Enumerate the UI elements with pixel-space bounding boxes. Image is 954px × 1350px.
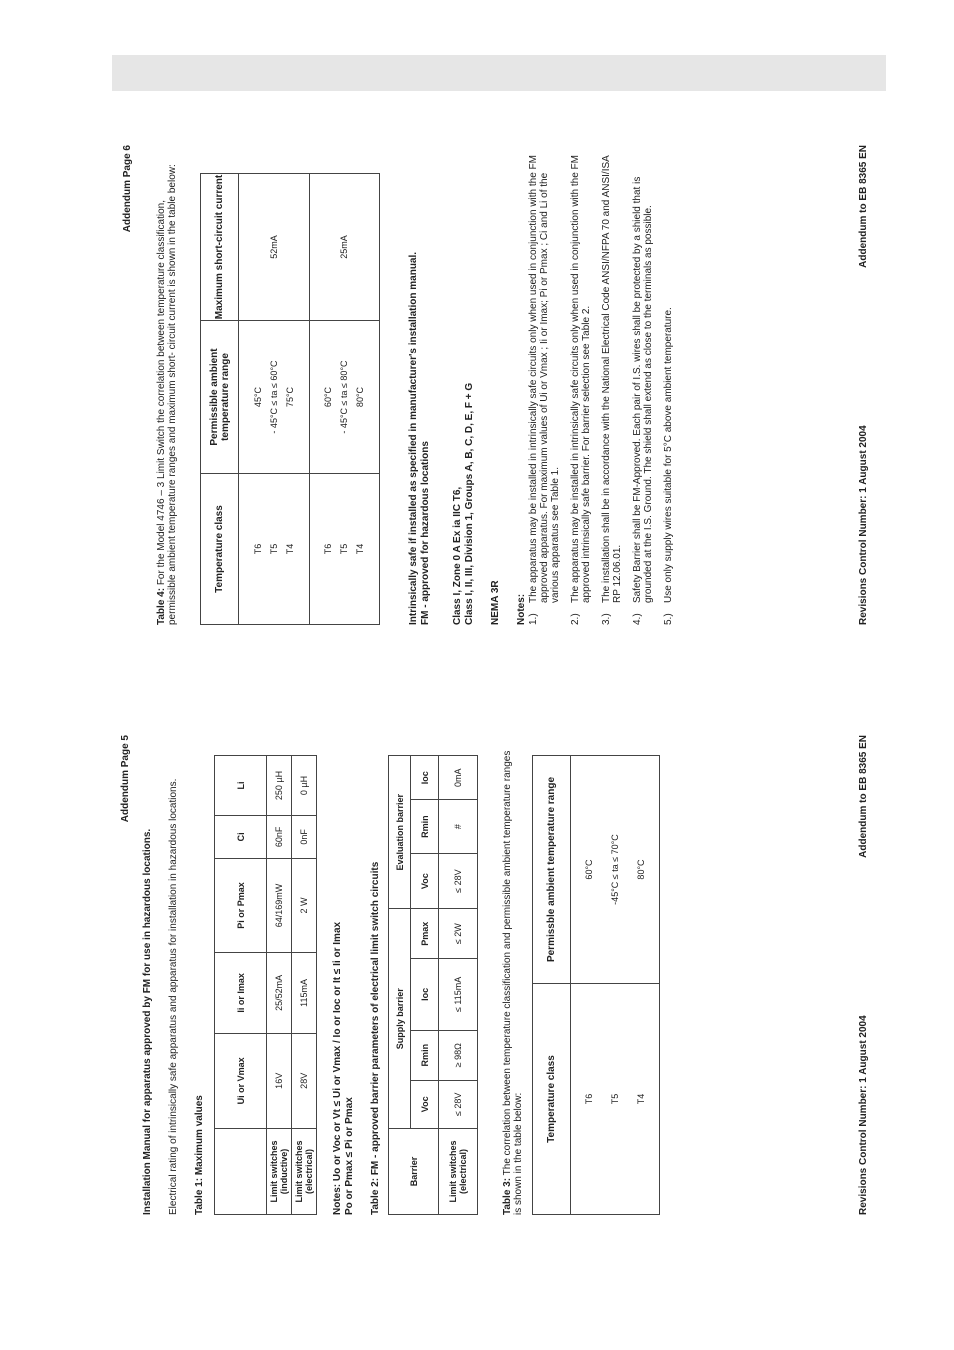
note-number: 4.) — [632, 613, 643, 625]
table2-subheader: Ioc — [411, 756, 439, 800]
table1-header-li: Li — [215, 756, 267, 816]
table2-subheader: Voc — [411, 1080, 439, 1128]
nema-rating: NEMA 3R — [490, 580, 501, 625]
table-row — [292, 756, 317, 1215]
footer-right: Addendum to EB 8365 EN — [858, 735, 869, 858]
table2-subheader: Ioc — [411, 958, 439, 1030]
table1-cell: 0 µH — [292, 756, 317, 816]
table1-title: Table 1: Maximum values — [194, 1095, 205, 1215]
table1-cell: 16V — [267, 1033, 292, 1128]
note-text: The apparatus may be installed in intrinsically safe circuits only when used in conjunction with the FM approved apparatus. For maximum values of Ui or Vmax ; Ii or Imax; Pi or Pmax ; Ci and Li of the various apparatus see Table 1. — [528, 155, 561, 603]
table3-label: Table 3: — [502, 1177, 513, 1215]
table4-current: 25mA — [309, 174, 380, 321]
safe-line-1: Intrinsically safe if installed as specified in manufacturer's installation manual. — [408, 251, 419, 625]
note-text: Use only supply wires suitable for 5°C above ambient temperature. — [663, 307, 674, 603]
table4-class: T6 — [252, 543, 263, 555]
class-line-2: Class I, II, III, Division 1, Groups A, B, C, D, E, F + G — [464, 382, 475, 625]
table2-cell: # — [439, 800, 478, 853]
table4-range: 60°C — [323, 386, 334, 408]
table2-subheader: Pmax — [411, 909, 439, 959]
header-band — [112, 55, 886, 91]
table1-header-pi: Pi or Pmax — [215, 858, 267, 952]
list-item — [632, 145, 654, 625]
table3-header-range: Permissble ambient temperature range — [533, 756, 571, 984]
notes-line-1: Notes: Uo or Voc or Vt ≤ Ui or Vmax / Io or Ioc or It ≤ Ii or Imax — [332, 921, 343, 1215]
table3-class: T6 — [584, 1093, 594, 1105]
list-item — [528, 145, 561, 625]
table1-cell: 25/52mA — [267, 953, 292, 1033]
table3-title — [502, 745, 524, 1215]
table2 — [388, 755, 478, 1215]
table3-text: The correlation between temperature classification and permissible ambient temperature ranges is shown in the table below: — [502, 750, 524, 1215]
safe-line-2: FM - approved for hazardous locations — [420, 441, 431, 625]
note-number: 1.) — [528, 613, 539, 625]
table2-subheader: Voc — [411, 853, 439, 909]
note-number: 2.) — [570, 613, 581, 625]
table1-cell: 250 µH — [267, 756, 292, 816]
table2-cell: ≤ 28V — [439, 1080, 478, 1128]
table1-header-ui: Ui or Vmax — [215, 1033, 267, 1128]
page-6 — [122, 145, 878, 625]
table2-cell: ≤ 115mA — [439, 958, 478, 1030]
notes-list — [528, 145, 683, 625]
table2-row-label: Limit switches (electrical) — [439, 1129, 478, 1215]
table3-header-class: Temperature class — [533, 984, 571, 1215]
list-item — [570, 145, 592, 625]
note-number: 3.) — [601, 613, 612, 625]
footer-left: Revisions Control Number: 1 August 2004 — [858, 425, 869, 625]
table2-cell: 0mA — [439, 756, 478, 800]
table1-row-label: Limit switches (electrical) — [292, 1129, 317, 1215]
table1-cell: 0nF — [292, 816, 317, 859]
table1-header-ci: Ci — [215, 816, 267, 859]
page-header: Addendum Page 5 — [120, 735, 131, 823]
table1-cell: 60nF — [267, 816, 292, 859]
table4 — [200, 173, 380, 625]
table4-label: Table 4: — [156, 587, 167, 625]
table4-header-range: Permissible ambient temperature range — [201, 321, 239, 474]
table2-header-evaluation: Evaluation barrier — [389, 756, 411, 909]
table2-title: Table 2: FM - approved barrier parameters of electrical limit switch circuits — [370, 861, 381, 1215]
table2-subheader: Rmin — [411, 1030, 439, 1080]
table4-range: - 45°C ≤ ta ≤ 80°C — [339, 360, 350, 434]
notes-title: Notes: — [516, 593, 527, 625]
table4-header-current: Maximum short-circuit current — [201, 174, 239, 321]
page-5 — [120, 735, 880, 1215]
table3-range: 80°C — [636, 859, 646, 880]
table1-header-empty — [215, 1129, 267, 1215]
table3 — [532, 755, 660, 1215]
table1 — [214, 755, 317, 1215]
intro-text: Electrical rating of intrinsically safe apparatus and apparatus for installation in hazardous locations. — [168, 778, 179, 1215]
note-number: 5.) — [663, 613, 674, 625]
table3-class: T4 — [636, 1093, 646, 1105]
list-item — [601, 145, 623, 625]
table2-cell: ≤ 2W — [439, 909, 478, 959]
table-row — [439, 756, 478, 1215]
table2-cell: ≥ 98Ω — [439, 1030, 478, 1080]
table3-range: -45°C ≤ ta ≤ 70°C — [610, 834, 620, 905]
table-row — [267, 756, 292, 1215]
table-row — [239, 174, 310, 625]
table4-class: T5 — [268, 543, 279, 555]
table4-class: T4 — [284, 543, 295, 555]
page-header: Addendum Page 6 — [122, 145, 133, 233]
list-item — [663, 145, 674, 625]
table4-range: 80°C — [355, 386, 366, 408]
table4-range: 75°C — [284, 386, 295, 408]
table4-class: T6 — [323, 543, 334, 555]
footer-left: Revisions Control Number: 1 August 2004 — [858, 1015, 869, 1215]
table1-header-ii: Ii or Imax — [215, 953, 267, 1033]
table1-cell: 115mA — [292, 953, 317, 1033]
table-row — [309, 174, 380, 625]
table2-cell: ≤ 28V — [439, 853, 478, 909]
table4-range: 45°C — [252, 386, 263, 408]
table4-class: T5 — [339, 543, 350, 555]
table1-cell: 64/169mW — [267, 858, 292, 952]
table4-current: 52mA — [239, 174, 310, 321]
table4-title — [156, 155, 178, 625]
table1-row-label: Limit switches (inductive) — [267, 1129, 292, 1215]
footer-right: Addendum to EB 8365 EN — [858, 145, 869, 268]
page-title: Installation Manual for apparatus approved by FM for use in hazardous locations. — [142, 828, 153, 1215]
table1-cell: 2 W — [292, 858, 317, 952]
note-text: The apparatus may be installed in intrinsically safe circuits only when used in conjunction with the FM approved intrinsically safe barrier. For barrier selection see Table 2. — [570, 155, 592, 603]
class-line-1: Class I, Zone 0 A Ex ia IIC T6, — [452, 486, 463, 625]
table4-header-class: Temperature class — [201, 474, 239, 625]
table2-subheader: Rmin — [411, 800, 439, 853]
table2-header-barrier: Barrier — [389, 1129, 439, 1215]
note-text: Safety Barrier shall be FM-Approved. Each pair of I.S. wires shall be protected by a shield that is grounded at the I.S. Ground. The shield shall extend as close to the terminals as possible. — [632, 176, 654, 603]
table4-text: For the Model 4746 – 3 Limit Switch the correlation between temperature classification, permissible ambient temperature ranges and maximum short- circuit current is shown in the table below: — [156, 164, 178, 625]
table4-range: - 45°C ≤ ta ≤ 60°C — [268, 360, 279, 434]
table2-header-supply: Supply barrier — [389, 909, 411, 1129]
note-text: The installation shall be in accordance with the National Electrical Code ANSI/NFPA 70 and ANSI/ISA RP 12.06.01. — [601, 155, 623, 603]
table3-class: T5 — [610, 1093, 620, 1105]
table1-cell: 28V — [292, 1033, 317, 1128]
notes-line-2: Po or Pmax ≤ Pi or Pmax — [344, 1097, 355, 1215]
table4-class: T4 — [355, 543, 366, 555]
table3-range: 60°C — [584, 859, 594, 880]
